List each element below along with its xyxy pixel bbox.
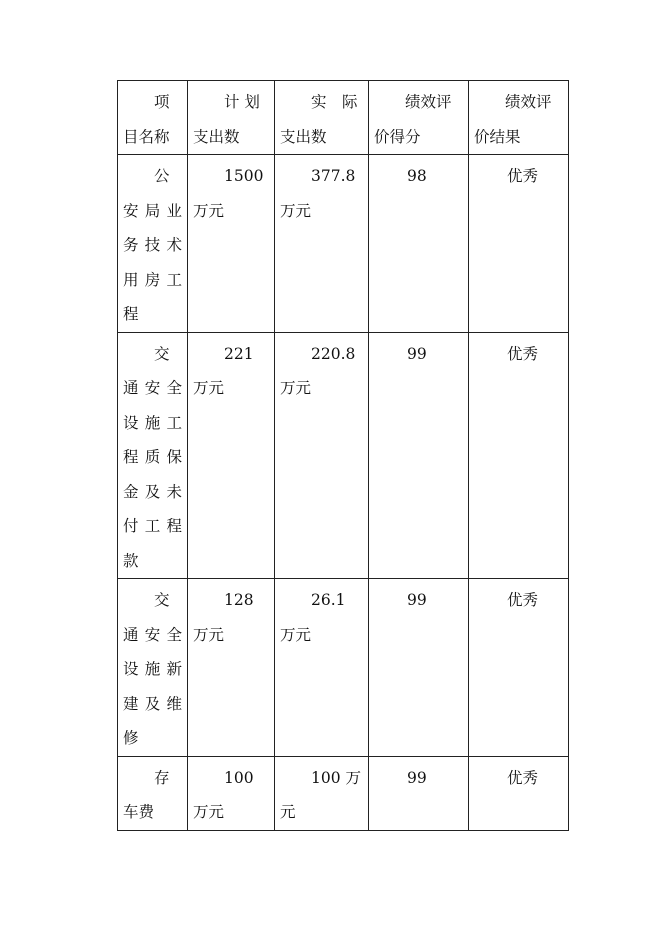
evaluation-score-cell xyxy=(369,155,469,333)
actual-unit: 万元 xyxy=(280,379,312,397)
evaluation-result-cell xyxy=(469,579,569,757)
project-name-cell xyxy=(118,332,188,579)
project-name-line: 车费 xyxy=(123,803,155,821)
header-project-name xyxy=(118,81,188,155)
project-name-line: 金及未 xyxy=(123,482,182,501)
table-row xyxy=(118,756,569,830)
header-evaluation-result-line-1: 绩效评 xyxy=(505,93,552,111)
planned-spending-cell xyxy=(188,332,275,579)
project-name-line: 存 xyxy=(154,768,170,787)
project-name-line: 修 xyxy=(123,729,139,747)
project-name-line: 用房工 xyxy=(123,270,182,289)
actual-spending-cell xyxy=(275,155,369,333)
project-name-line: 交 xyxy=(154,591,170,609)
planned-amount: 128 xyxy=(224,591,254,609)
actual-unit: 万元 xyxy=(280,201,312,220)
project-name-line: 通安全 xyxy=(123,379,182,397)
actual-spending-cell xyxy=(275,332,369,579)
project-name-line: 付工程 xyxy=(123,517,182,535)
actual-unit: 元 xyxy=(280,803,296,821)
project-name-line: 程质保 xyxy=(123,448,182,466)
planned-amount: 100 xyxy=(224,768,254,787)
table-row xyxy=(118,332,569,579)
project-name-line: 公 xyxy=(154,167,170,185)
evaluation-result: 优秀 xyxy=(507,344,539,363)
evaluation-result-cell xyxy=(469,155,569,333)
evaluation-result: 优秀 xyxy=(507,591,539,609)
project-name-cell xyxy=(118,155,188,333)
actual-amount: 26.1 xyxy=(311,591,346,609)
performance-evaluation-table xyxy=(117,80,569,831)
evaluation-result: 优秀 xyxy=(507,167,539,185)
project-name-cell xyxy=(118,756,188,830)
header-actual-spending-line-1: 实 际 xyxy=(311,93,358,111)
evaluation-score: 99 xyxy=(407,344,427,363)
actual-amount: 100 万 xyxy=(311,768,362,787)
header-evaluation-result xyxy=(469,81,569,155)
header-evaluation-result-line-2: 价结果 xyxy=(474,127,521,146)
evaluation-result: 优秀 xyxy=(507,768,539,787)
project-name-line: 交 xyxy=(154,344,170,363)
evaluation-score: 98 xyxy=(407,167,427,185)
header-project-name-line-2: 目名称 xyxy=(123,127,170,146)
header-planned-spending xyxy=(188,81,275,155)
header-planned-spending-line-1: 计 划 xyxy=(224,93,260,111)
evaluation-score-cell xyxy=(369,579,469,757)
evaluation-result-cell xyxy=(469,332,569,579)
header-evaluation-score xyxy=(369,81,469,155)
header-evaluation-score-line-2: 价得分 xyxy=(374,127,421,146)
actual-spending-cell xyxy=(275,579,369,757)
table-row xyxy=(118,155,569,333)
project-name-line: 设施工 xyxy=(123,413,182,432)
evaluation-score: 99 xyxy=(407,768,427,787)
evaluation-score-cell xyxy=(369,332,469,579)
planned-spending-cell xyxy=(188,579,275,757)
project-name-line: 务技术 xyxy=(123,236,182,254)
project-name-line: 设施新 xyxy=(123,660,182,678)
project-name-cell xyxy=(118,579,188,757)
evaluation-score-cell xyxy=(369,756,469,830)
project-name-line: 款 xyxy=(123,551,139,570)
planned-unit: 万元 xyxy=(193,625,225,644)
planned-unit: 万元 xyxy=(193,379,225,397)
evaluation-result-cell xyxy=(469,756,569,830)
header-project-name-line-1: 项 xyxy=(154,93,170,111)
table-row xyxy=(118,579,569,757)
planned-spending-cell xyxy=(188,155,275,333)
project-name-line: 建及维 xyxy=(123,694,182,713)
project-name-line: 安局业 xyxy=(123,201,182,220)
project-name-line: 通安全 xyxy=(123,625,182,644)
planned-amount: 221 xyxy=(224,344,254,363)
planned-unit: 万元 xyxy=(193,803,225,821)
evaluation-score: 99 xyxy=(407,591,427,609)
header-evaluation-score-line-1: 绩效评 xyxy=(405,93,452,111)
header-actual-spending-line-2: 支出数 xyxy=(280,127,327,146)
project-name-line: 程 xyxy=(123,305,139,323)
actual-unit: 万元 xyxy=(280,625,312,644)
header-planned-spending-line-2: 支出数 xyxy=(193,127,240,146)
header-actual-spending xyxy=(275,81,369,155)
header-row xyxy=(118,81,569,155)
planned-unit: 万元 xyxy=(193,201,225,220)
planned-amount: 1500 xyxy=(224,167,264,185)
planned-spending-cell xyxy=(188,756,275,830)
actual-amount: 220.8 xyxy=(311,344,356,363)
actual-amount: 377.8 xyxy=(311,167,356,185)
actual-spending-cell xyxy=(275,756,369,830)
